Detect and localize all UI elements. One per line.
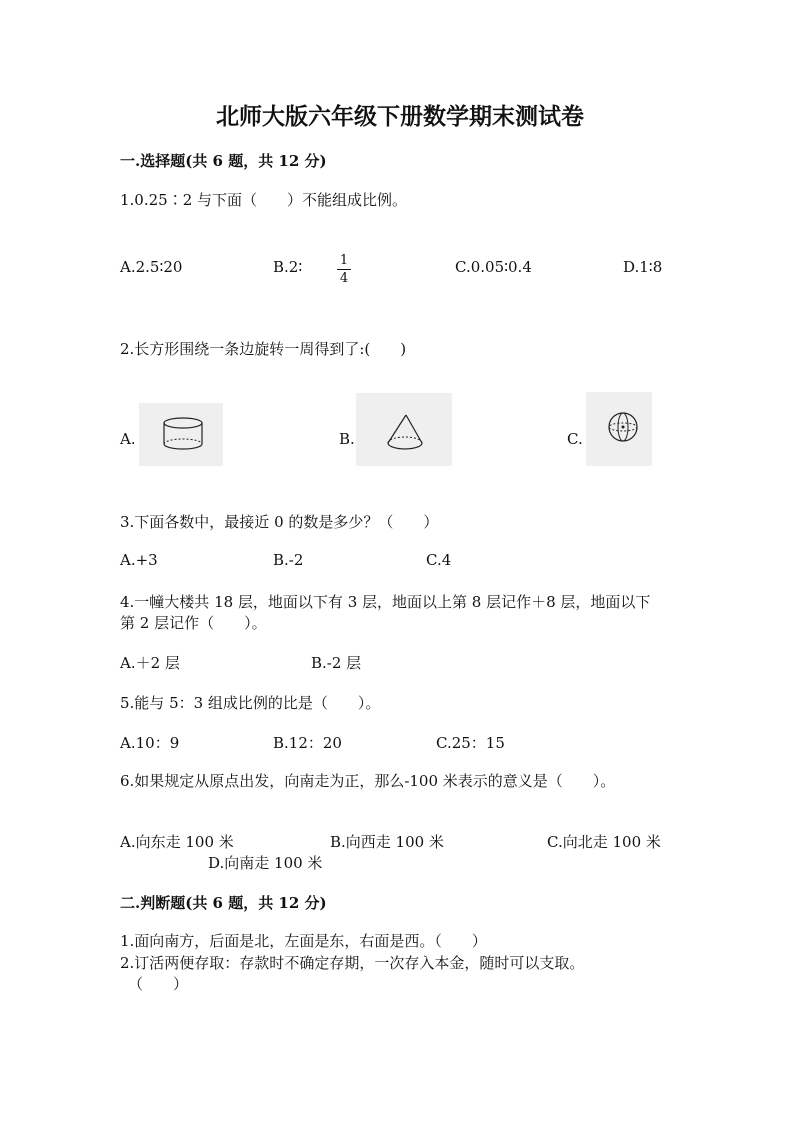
question-5: 5.能与 5：3 组成比例的比是（ ）。 (120, 694, 381, 712)
q6-option-b: B.向西走 100 米 (330, 833, 444, 851)
question-4-line-2: 第 2 层记作（ ）。 (120, 614, 267, 632)
q1-option-b-fraction (337, 253, 351, 286)
q6-option-a: A.向东走 100 米 (120, 833, 234, 851)
q4-option-b: B.-2 层 (311, 654, 362, 672)
judge-question-1: 1.面向南方，后面是北，左面是东，右面是西。（ ） (120, 932, 487, 950)
judge-question-2-line-2: （ ） (128, 975, 189, 993)
question-2: 2.长方形围绕一条边旋转一周得到了:( ) (120, 340, 407, 358)
q5-option-c: C.25：15 (436, 734, 505, 752)
q2-option-b-label: B. (339, 430, 355, 448)
q1-option-b: B.2∶ (273, 258, 303, 276)
fraction-numerator: 1 (339, 253, 349, 268)
q3-option-c: C.4 (426, 551, 452, 569)
question-3: 3.下面各数中，最接近 0 的数是多少？（ ） (120, 513, 439, 531)
judge-question-2-line-1: 2.订活两便存取：存款时不确定存期，一次存入本金，随时可以支取。 (120, 954, 585, 972)
q5-option-a: A.10：9 (120, 734, 180, 752)
section-heading-choice: 一.选择题(共 6 题，共 12 分) (120, 152, 327, 170)
q6-option-c: C.向北走 100 米 (547, 833, 661, 851)
section-heading-judge: 二.判断题(共 6 题，共 12 分) (120, 894, 327, 912)
cone-icon (356, 393, 452, 466)
cylinder-icon (139, 403, 223, 466)
q1-option-d: D.1∶8 (623, 258, 663, 276)
q1-option-c: C.0.05∶0.4 (455, 258, 532, 276)
q1-option-a: A.2.5∶20 (120, 258, 183, 276)
fraction-bar (337, 269, 351, 270)
question-6: 6.如果规定从原点出发，向南走为正，那么-100 米表示的意义是（ ）。 (120, 772, 616, 790)
q3-option-b: B.-2 (273, 551, 304, 569)
question-1: 1.0.25∶2 与下面（ ）不能组成比例。 (120, 191, 408, 209)
page-title: 北师大版六年级下册数学期末测试卷 (216, 103, 584, 130)
q5-option-b: B.12：20 (273, 734, 342, 752)
q4-option-a: A.＋2 层 (120, 654, 180, 672)
sphere-icon (586, 392, 652, 466)
q6-option-d: D.向南走 100 米 (208, 854, 323, 872)
fraction-denominator: 4 (339, 271, 349, 286)
q2-option-c-label: C. (567, 430, 583, 448)
q2-option-a-label: A. (120, 430, 136, 448)
q3-option-a: A.+3 (120, 551, 158, 569)
question-4-line-1: 4.一幢大楼共 18 层，地面以下有 3 层，地面以上第 8 层记作＋8 层，地面以下 (120, 593, 651, 611)
